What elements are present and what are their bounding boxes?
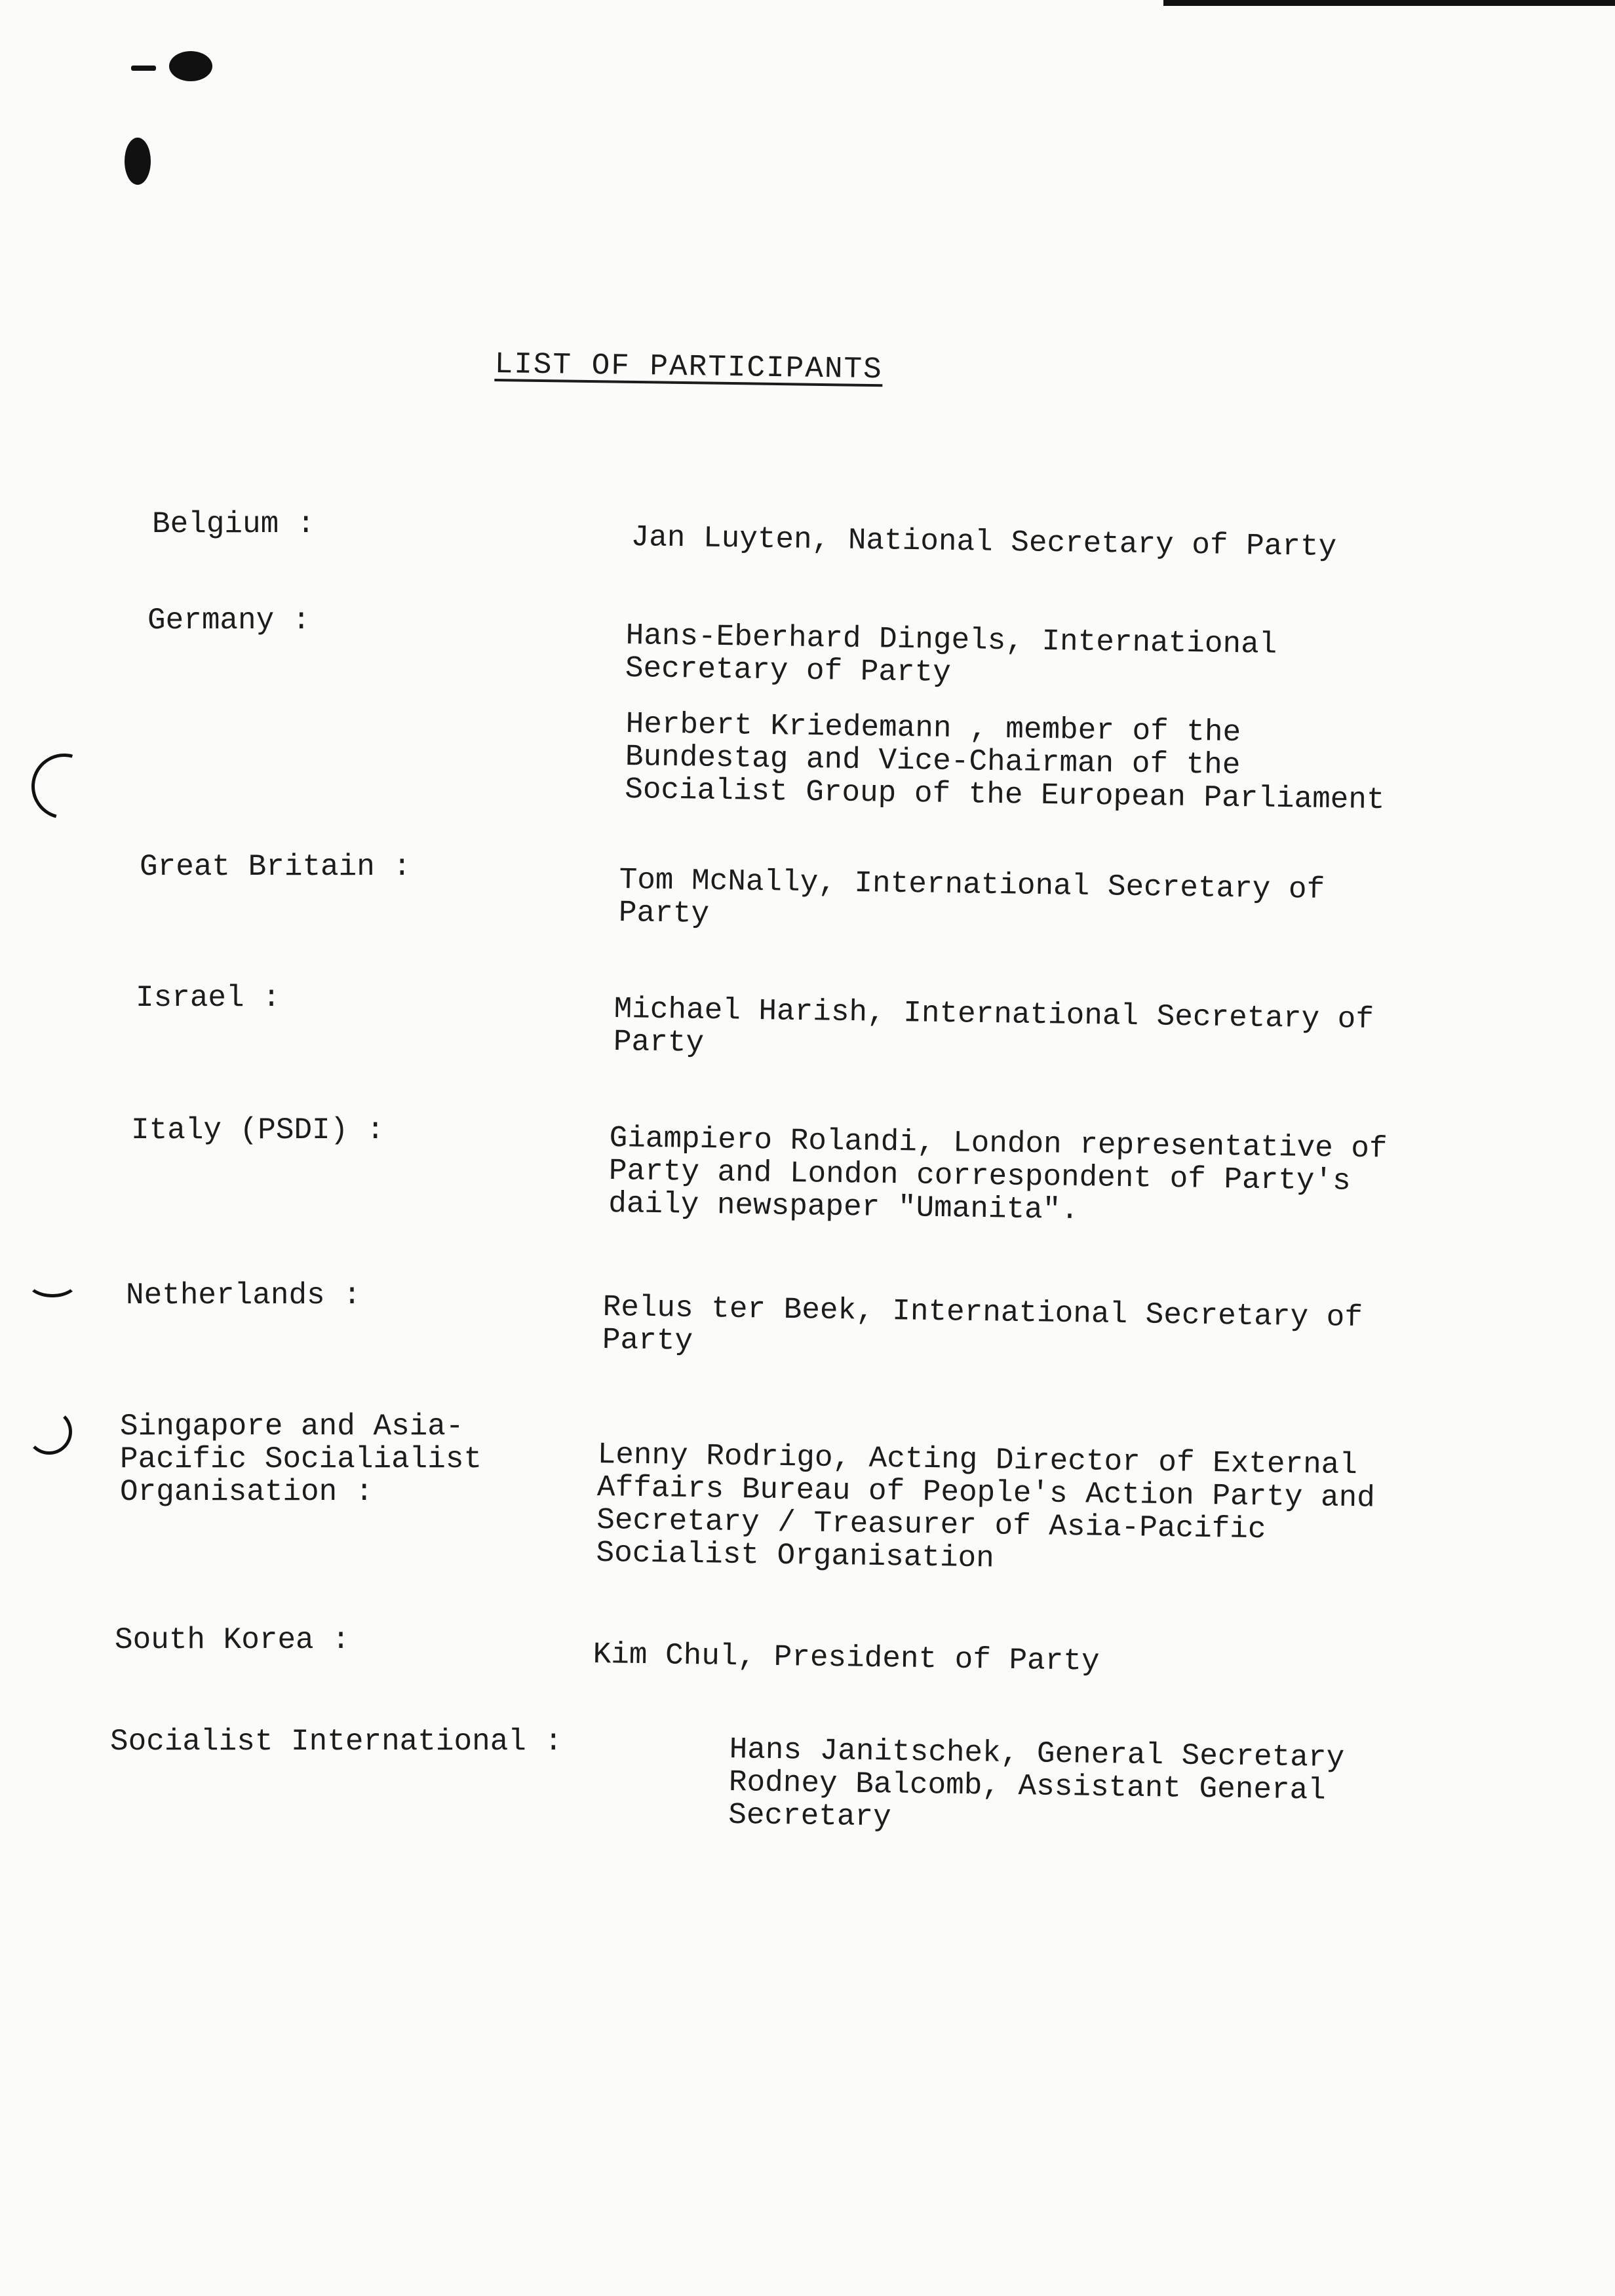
participant-entry: Tom McNally, International Secretary of Party xyxy=(618,863,1325,931)
country-label: Great Britain : xyxy=(140,850,412,884)
country-label: Netherlands : xyxy=(126,1278,361,1312)
country-label: Italy (PSDI) : xyxy=(131,1113,385,1147)
binding-hole-mark-2 xyxy=(26,1265,79,1297)
punch-mark-top xyxy=(169,51,212,81)
binding-hole-mark-1 xyxy=(20,742,109,832)
punch-mark-left xyxy=(125,138,151,185)
page-top-edge-line xyxy=(1163,0,1615,6)
participant-entry: Herbert Kriedemann , member of the Bundestag and Vice-Chairman of the Socialist Group of the European Parliament xyxy=(624,707,1385,818)
page-title: LIST OF PARTICIPANTS xyxy=(494,347,884,387)
participant-entry: Hans-Eberhard Dingels, International Secretary of Party xyxy=(625,619,1277,690)
country-label: Israel : xyxy=(136,981,281,1015)
participant-entry: Hans Janitschek, General Secretary Rodney Balcomb, Assistant General Secretary xyxy=(728,1732,1345,1835)
participant-entry: Michael Harish, International Secretary of Party xyxy=(613,992,1374,1060)
dash-mark-top xyxy=(131,66,156,71)
country-label: South Korea : xyxy=(115,1623,350,1657)
country-label: Germany : xyxy=(147,603,311,638)
participant-entry: Jan Luyten, National Secretary of Party xyxy=(631,520,1337,565)
participant-entry: Lenny Rodrigo, Acting Director of External Affairs Bureau of People's Action Party and Secretary / Treasurer of Asia-Pacific Socialist Organisation xyxy=(596,1438,1376,1576)
participant-entry: Kim Chul, President of Party xyxy=(593,1637,1100,1679)
country-label: Socialist International : xyxy=(110,1725,563,1759)
binding-hole-mark-3 xyxy=(26,1409,72,1455)
participant-entry: Relus ter Beek, International Secretary of Party xyxy=(602,1290,1363,1358)
country-label: Belgium : xyxy=(152,507,315,541)
country-label: Singapore and Asia- Pacific Socialialist Organisation : xyxy=(120,1409,482,1509)
participant-entry: Giampiero Rolandi, London representative of Party and London correspondent of Party's daily newspaper "Umanita". xyxy=(608,1121,1388,1228)
